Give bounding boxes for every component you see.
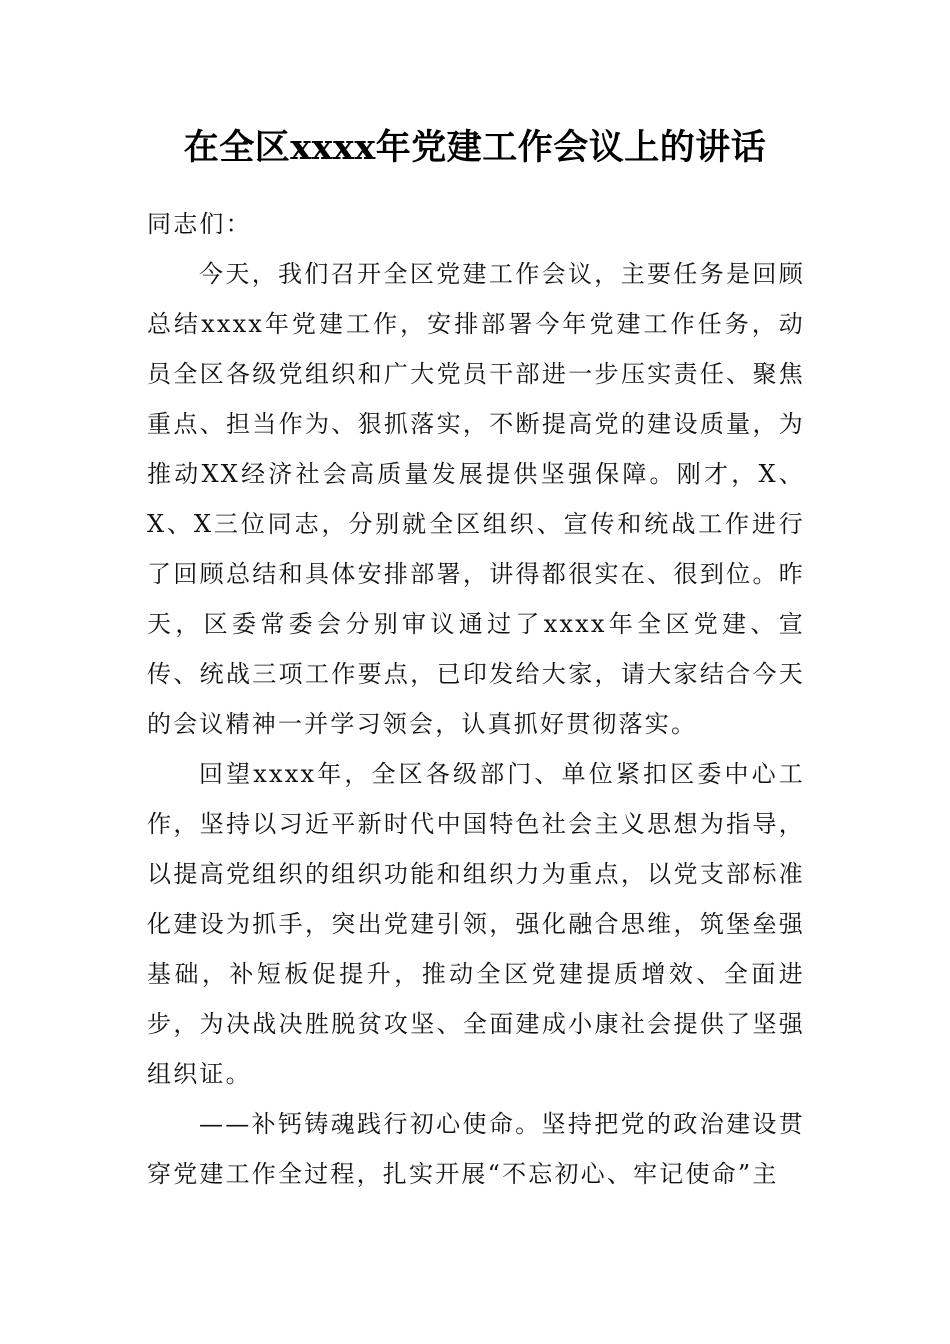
paragraph-review: 回望xxxx年，全区各级部门、单位紧扣区委中心工作，坚持以习近平新时代中国特色社会主义思想为指导，以提高党组织的组织功能和组织力为重点，以党支部标准化建设为抓手，突出党建引领，强化融合思维，筑堡垒强基础，补短板促提升，推动全区党建提质增效、全面进步，为决战决胜脱贫攻坚、全面建成小康社会提供了坚强组织证。 [147, 760, 805, 1088]
salutation: 同志们： [147, 210, 252, 238]
paragraph-opening: 今天，我们召开全区党建工作会议，主要任务是回顾总结xxxx年党建工作，安排部署今年党建工作任务，动员全区各级党组织和广大党员干部进一步压实责任、聚焦重点、担当作为、狠抓落实，不断提高党的建设质量，为推动XX经济社会高质量发展提供坚强保障。刚才，X、X、X三位同志，分别就全区组织、宣传和统战工作进行了回顾总结和具体安排部署，讲得都很实在、很到位。昨天，区委常委会分别审议通过了xxxx年全区党建、宣传、统战三项工作要点，已印发给大家，请大家结合今天的会议精神一并学习领会，认真抓好贯彻落实。 [147, 260, 805, 738]
document-body [147, 199, 805, 1199]
paragraph-section-one: ——补钙铸魂践行初心使命。坚持把党的政治建设贯穿党建工作全过程，扎实开展“不忘初心、牢记使命”主 [147, 1110, 805, 1188]
document-title: 在全区xxxx年党建工作会议上的讲话 [183, 127, 767, 168]
